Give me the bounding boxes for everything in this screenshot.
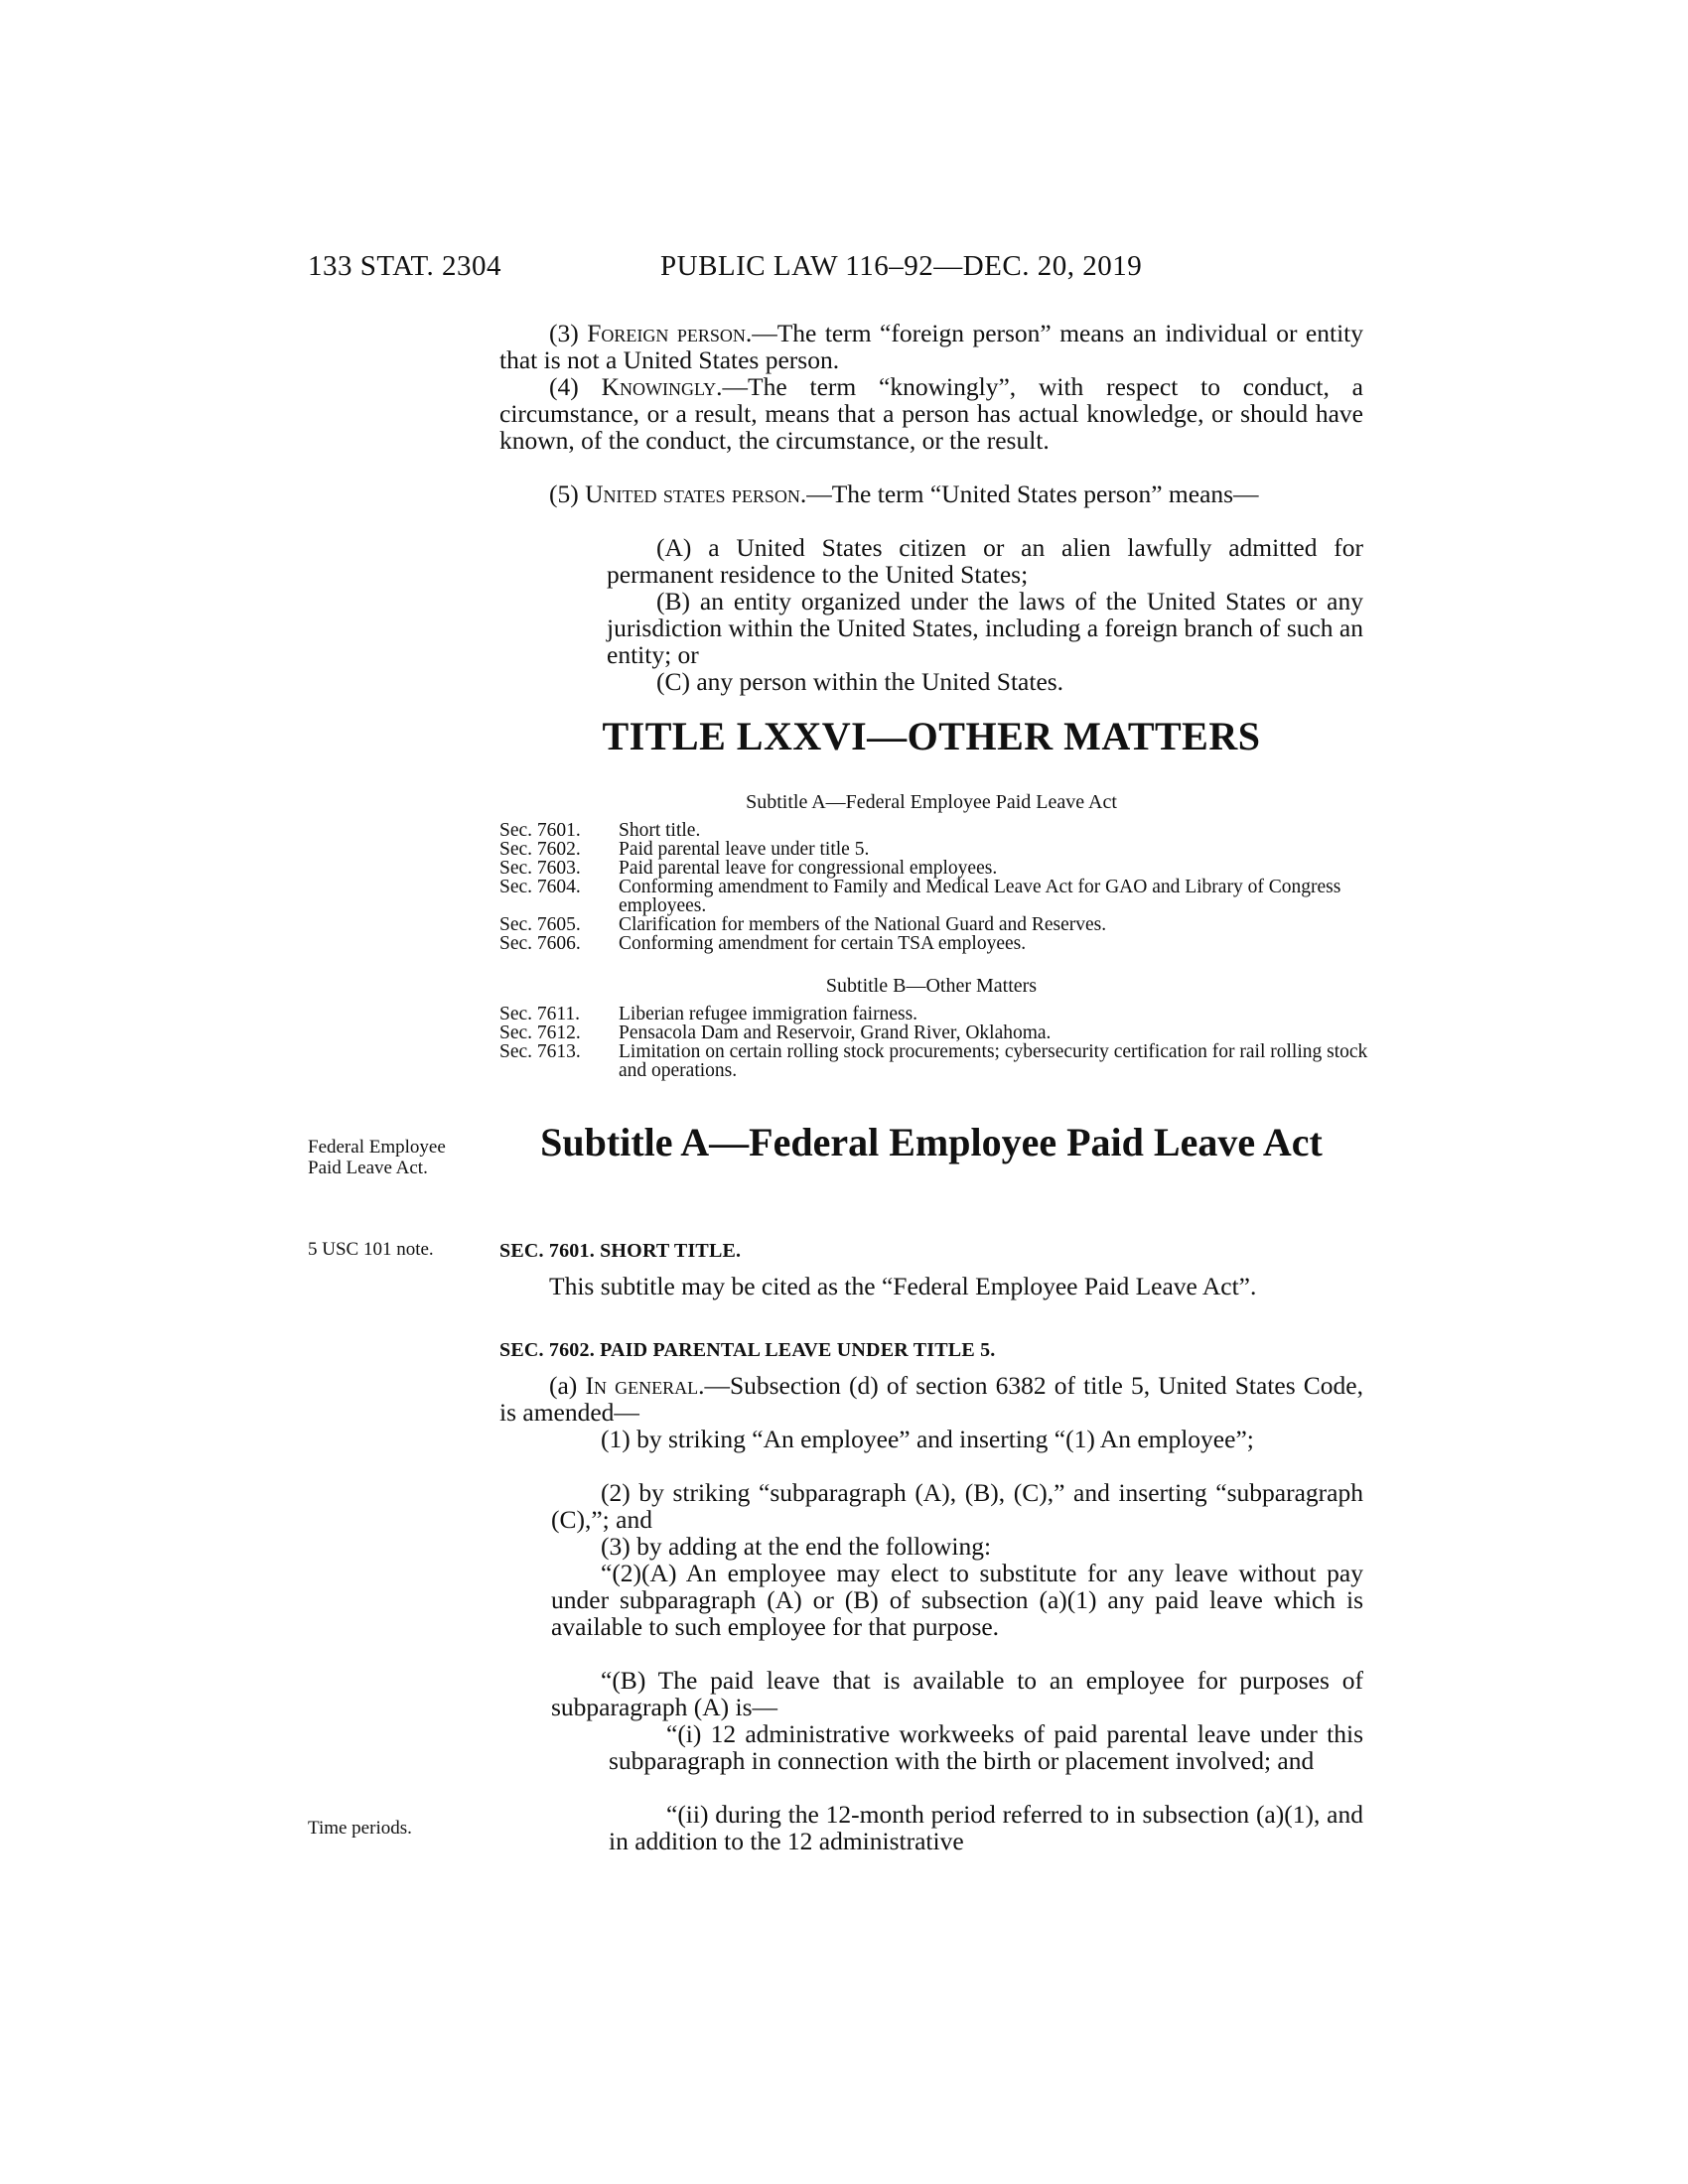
definition-5-a: (A) a United States citizen or an alien lawfully admitted for permanent residence to the United States; xyxy=(607,533,1363,589)
toc-item: Sec. 7613. Limitation on certain rolling stock procurements; cybersecurity certification for rail rolling stock and operations. xyxy=(499,1041,1368,1081)
definition-5-c: (C) any person within the United States. xyxy=(656,667,1064,696)
margin-note-usc: 5 USC 101 note. xyxy=(308,1239,434,1260)
section-7602-para-3: (3) by adding at the end the following: xyxy=(601,1532,992,1561)
toc-item: Sec. 7603. Paid parental leave for congressional employees. xyxy=(499,858,998,879)
toc-subtitle-a: Subtitle A—Federal Employee Paid Leave Act xyxy=(746,791,1117,813)
toc-subtitle-b: Subtitle B—Other Matters xyxy=(825,975,1038,997)
stat-citation: 133 STAT. 2304 xyxy=(308,250,502,282)
section-7602-para-1: (1) by striking “An employee” and inserting “(1) An employee”; xyxy=(601,1425,1254,1453)
toc-item: Sec. 7602. Paid parental leave under title 5. xyxy=(499,839,870,860)
subtitle-a-heading: Subtitle A—Federal Employee Paid Leave Act xyxy=(540,1120,1323,1164)
quoted-ii: “(ii) during the 12-month period referred to in subsection (a)(1), and in addition to the 12 administrative xyxy=(609,1800,1363,1855)
toc-item: Sec. 7601. Short title. xyxy=(499,820,701,841)
section-7601-heading: SEC. 7601. SHORT TITLE. xyxy=(499,1240,742,1262)
definition-5: (5) United states person.—The term “United States person” means— xyxy=(549,479,1259,508)
toc-item: Sec. 7611. Liberian refugee immigration fairness. xyxy=(499,1004,918,1024)
toc-item: Sec. 7605. Clarification for members of the National Guard and Reserves. xyxy=(499,914,1107,935)
definition-4: (4) Knowingly.—The term “knowingly”, with respect to conduct, a circumstance, or a result, means that a person has actual knowledge, or should have known, of the conduct, the circumstance, or the result. xyxy=(499,372,1364,455)
margin-note-fepla: Federal Employee Paid Leave Act. xyxy=(308,1137,446,1178)
section-7601-text: This subtitle may be cited as the “Federal Employee Paid Leave Act”. xyxy=(549,1272,1257,1300)
toc-item: Sec. 7612. Pensacola Dam and Reservoir, Grand River, Oklahoma. xyxy=(499,1023,1052,1043)
definition-3: (3) Foreign person.—The term “foreign person” means an individual or entity that is not a United States person. xyxy=(499,319,1363,374)
quoted-2A: “(2)(A) An employee may elect to substitute for any leave without pay under subparagraph (A) or (B) of subsection (a)(1) any paid leave which is available to such employee for that purpose. xyxy=(551,1559,1363,1641)
margin-note-time: Time periods. xyxy=(308,1818,412,1839)
section-7602-a: (a) In general.—Subsection (d) of section 6382 of title 5, United States Code, is amended— xyxy=(499,1371,1364,1427)
toc-item: Sec. 7604. Conforming amendment to Family and Medical Leave Act for GAO and Library of Congress employees. xyxy=(499,877,1341,916)
title-heading: TITLE LXXVI—OTHER MATTERS xyxy=(602,714,1261,758)
toc-item: Sec. 7606. Conforming amendment for certain TSA employees. xyxy=(499,933,1027,954)
section-7602-heading: SEC. 7602. PAID PARENTAL LEAVE UNDER TITLE 5. xyxy=(499,1339,996,1361)
quoted-i: “(i) 12 administrative workweeks of paid parental leave under this subparagraph in connection with the birth or placement involved; and xyxy=(609,1719,1363,1775)
running-header: PUBLIC LAW 116–92—DEC. 20, 2019 xyxy=(660,250,1143,282)
definition-5-b: (B) an entity organized under the laws of the United States or any jurisdiction within the United States, including a foreign branch of such an entity; or xyxy=(607,587,1363,669)
section-7602-para-2: (2) by striking “subparagraph (A), (B), (C),” and inserting “subparagraph (C),”; and xyxy=(551,1478,1363,1534)
quoted-B: “(B) The paid leave that is available to an employee for purposes of subparagraph (A) is— xyxy=(551,1666,1363,1721)
